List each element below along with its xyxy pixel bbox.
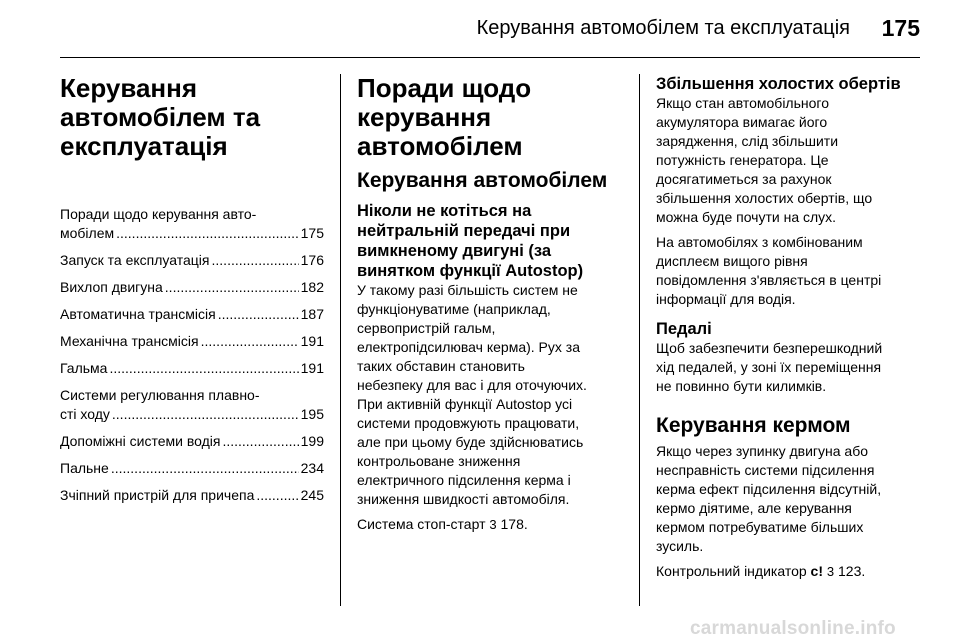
toc-page: 182 (300, 279, 324, 295)
heading-line: винятком функції Autostop) (357, 262, 584, 280)
idle-speed-paragraph-2 (656, 233, 920, 309)
text-line: зусиль. (656, 538, 704, 554)
toc-entry-text: Допоміжні системи водія (60, 433, 221, 449)
text-line: кермо діятиме, але керування (656, 500, 852, 516)
reference-page: 123. (838, 563, 866, 579)
chapter-title (60, 74, 324, 161)
text-line: можна буде почути на слух. (656, 209, 837, 225)
heading-line: нейтральній передачі при (357, 222, 571, 240)
toc-entry-text: Зчіпний пристрій для причепа (60, 487, 255, 503)
toc-entry[interactable] (60, 305, 324, 324)
toc-leader (212, 251, 299, 270)
toc-page: 199 (300, 433, 324, 449)
toc-leader (218, 305, 299, 324)
toc-entry[interactable] (60, 486, 324, 505)
text-line: зниження швидкості автомобіля. (357, 491, 570, 507)
section-title (357, 74, 625, 161)
never-coast-heading (357, 201, 625, 281)
section-title-line: Поради щодо (357, 73, 532, 103)
text-line: але при цьому буде здійснюватись (357, 434, 584, 450)
toc-entry-line: Поради щодо керування авто- (60, 206, 257, 222)
toc-entry[interactable] (60, 278, 324, 297)
chapter-title-line: експлуатація (60, 131, 228, 161)
toc-leader (116, 224, 299, 243)
reference-arrow-icon: 3 (489, 517, 497, 532)
watermark: carmanualsonline.info (690, 618, 896, 639)
text-line: сервопристрій гальм, (357, 320, 496, 336)
column-divider-1 (340, 74, 341, 606)
toc-entry[interactable] (60, 386, 324, 424)
text-line: електричного підсилення керма і (357, 472, 571, 488)
never-coast-paragraph (357, 281, 625, 509)
toc-entry-text: Пальне (60, 460, 109, 476)
toc-leader (109, 359, 298, 378)
toc-entry[interactable] (60, 359, 324, 378)
text-line: функціонуватиме (наприклад, (357, 301, 551, 317)
toc-entry-line: Системи регулювання плавно- (60, 387, 260, 403)
toc-leader (165, 278, 299, 297)
text-line: кермом потребуватиме більших (656, 519, 864, 535)
section-column (357, 74, 625, 534)
steering-warning-icon: c! (810, 563, 823, 579)
text-line: системи продовжують працювати, (357, 415, 580, 431)
toc-entry-text: Механічна трансмісія (60, 333, 199, 349)
indicator-reference[interactable] (656, 562, 920, 581)
text-line: На автомобілях з комбінованим (656, 234, 863, 250)
section-title-line: керування (357, 102, 492, 132)
page-number: 175 (881, 15, 920, 41)
toc-page: 191 (300, 333, 324, 349)
text-line: Якщо стан автомобільного (656, 95, 829, 111)
toc-page: 176 (300, 252, 324, 268)
toc-page: 195 (300, 406, 324, 422)
idle-speed-heading: Збільшення холостих обертів (656, 75, 901, 93)
toc-page: 191 (300, 360, 324, 376)
toc-leader (112, 405, 299, 424)
pedals-heading: Педалі (656, 320, 712, 338)
text-line: Щоб забезпечити безперешкодний (656, 340, 883, 356)
toc-entry[interactable] (60, 459, 324, 478)
chapter-title-line: автомобілем та (60, 102, 261, 132)
text-line: контрольоване зниження (357, 453, 521, 469)
running-title: Керування автомобілем та експлуатація (476, 17, 850, 39)
table-of-contents (60, 205, 324, 505)
text-line: При активній функції Autostop усі (357, 396, 573, 412)
reference-arrow-icon: 3 (826, 564, 835, 579)
column-divider-2 (639, 74, 640, 606)
header-rule (60, 57, 920, 58)
text-line: повідомлення з'являється в центрі (656, 272, 882, 288)
toc-page: 175 (300, 225, 324, 241)
text-line: Якщо через зупинку двигуна або (656, 443, 869, 459)
text-line: таких обставин становить (357, 358, 525, 374)
text-line: хід педалей, у зоні їх переміщення (656, 359, 882, 375)
page-header (0, 0, 960, 56)
reference-page: 178. (500, 516, 528, 532)
text-line: не повинно бути килимків. (656, 378, 827, 394)
text-line: несправність системи підсилення (656, 462, 875, 478)
cross-reference[interactable] (357, 515, 625, 534)
heading-line: Ніколи не котіться на (357, 202, 532, 220)
text-line: дисплеєм вищого рівня (656, 253, 808, 269)
idle-speed-paragraph (656, 94, 920, 227)
text-line: електропідсилювач керма). Рух за (357, 339, 580, 355)
chapter-title-line: Керування (60, 73, 198, 103)
chapter-column (60, 74, 324, 513)
text-line: збільшення холостих обертів, що (656, 190, 873, 206)
toc-entry-text: Автоматична трансмісія (60, 306, 216, 322)
pedals-paragraph (656, 339, 920, 396)
right-column (656, 74, 920, 581)
text-line: зарядження, слід збільшити (656, 133, 839, 149)
toc-leader (222, 432, 298, 451)
toc-entry-text: мобілем (60, 225, 115, 241)
text-line: керма ефект підсилення відсутній, (656, 481, 882, 497)
toc-page: 187 (300, 306, 324, 322)
heading-line: вимкненому двигуні (за (357, 242, 552, 260)
toc-leader (256, 486, 298, 505)
text-line: акумулятора вимагає його (656, 114, 828, 130)
toc-entry[interactable] (60, 205, 324, 243)
text-line: потужність генератора. Це (656, 152, 829, 168)
text-line: інформації для водія. (656, 291, 796, 307)
toc-entry-text: Вихлоп двигуна (60, 279, 163, 295)
steering-paragraph (656, 442, 920, 556)
toc-page: 234 (300, 460, 324, 476)
toc-entry[interactable] (60, 332, 324, 351)
reference-text: Система стоп-старт (357, 516, 486, 532)
toc-entry[interactable] (60, 432, 324, 451)
toc-entry-text: Гальма (60, 360, 108, 376)
toc-leader (111, 459, 299, 478)
toc-page: 245 (300, 487, 324, 503)
section-title-line: автомобілем (357, 131, 523, 161)
text-line: небезпеку для вас і для оточуючих. (357, 377, 587, 393)
toc-leader (201, 332, 299, 351)
text-line: У такому разі більшість систем не (357, 282, 578, 298)
toc-entry-text: сті ходу (60, 406, 110, 422)
subsection-title: Керування автомобілем (357, 169, 608, 192)
toc-entry[interactable] (60, 251, 324, 270)
indicator-text: Контрольний індикатор (656, 563, 807, 579)
toc-entry-text: Запуск та експлуатація (60, 252, 210, 268)
text-line: досягатиметься за рахунок (656, 171, 832, 187)
steering-heading: Керування кермом (656, 414, 851, 437)
